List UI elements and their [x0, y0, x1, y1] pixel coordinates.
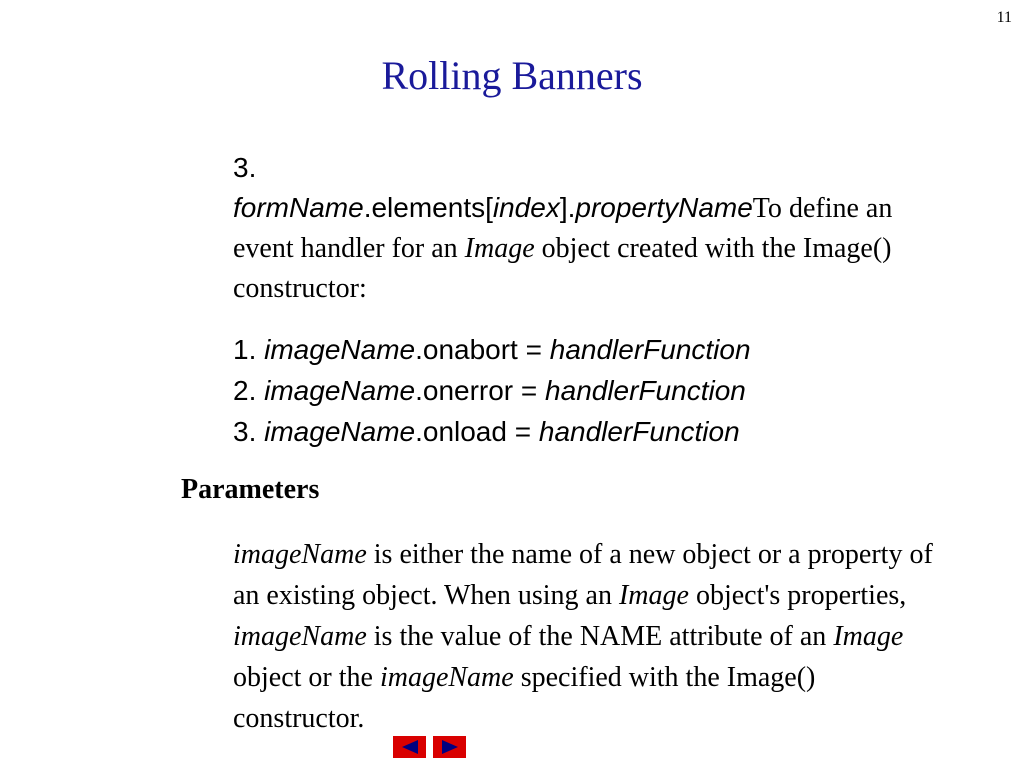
form-name-term: formName [233, 192, 364, 223]
left-arrow-icon [399, 739, 421, 755]
param-term: Image [618, 580, 689, 611]
parameters-description [233, 534, 953, 739]
parameters-heading: Parameters [181, 474, 320, 505]
handler-object: imageName [264, 334, 416, 365]
syntax-description-2: object created with the Image() constructor: [233, 233, 892, 304]
handler-function: handlerFunction [545, 375, 746, 406]
param-term: imageName [233, 539, 367, 570]
slide-navigation [393, 736, 466, 758]
handler-event: .onload = [415, 416, 539, 447]
right-arrow-icon [439, 739, 461, 755]
handler-list [233, 329, 953, 452]
handler-function: handlerFunction [549, 334, 751, 365]
handler-event: .onerror = [415, 375, 546, 406]
handler-number: 3. [233, 416, 265, 447]
syntax-item-number: 3. [233, 152, 257, 183]
index-term: index [492, 192, 560, 223]
handler-number: 2. [233, 375, 265, 406]
elements-text: .elements[ [363, 192, 493, 223]
handler-function: handlerFunction [538, 416, 740, 447]
handler-item [233, 411, 953, 452]
handler-item [233, 329, 953, 370]
handler-number: 1. [233, 334, 265, 365]
param-text: is the value of the NAME attribute of an [366, 621, 834, 652]
handler-event: .onabort = [415, 334, 550, 365]
property-name-term: propertyName [575, 192, 753, 223]
param-term: imageName [379, 662, 514, 693]
syntax-form-elements [233, 148, 953, 309]
slide-title: Rolling Banners [381, 53, 643, 98]
syntax-text [233, 188, 953, 309]
handler-object: imageName [264, 375, 416, 406]
param-text: object's properties, [688, 580, 907, 611]
lead-word: To [752, 193, 782, 224]
param-term: imageName [233, 621, 367, 652]
param-text: is either the name of a new object or a property of an existing object. When using an [233, 539, 933, 611]
page-number: 11 [996, 9, 1012, 26]
previous-slide-button[interactable] [393, 736, 426, 758]
param-text: specified with the Image() constructor. [233, 662, 816, 734]
next-slide-button[interactable] [433, 736, 466, 758]
syntax-description-1: define an event handler for an [233, 193, 893, 264]
close-bracket-text: ]. [559, 192, 576, 223]
handler-object: imageName [264, 416, 416, 447]
image-term: Image [464, 233, 535, 264]
handler-item [233, 370, 953, 411]
param-text: object or the [233, 662, 380, 693]
param-term: Image [833, 621, 904, 652]
